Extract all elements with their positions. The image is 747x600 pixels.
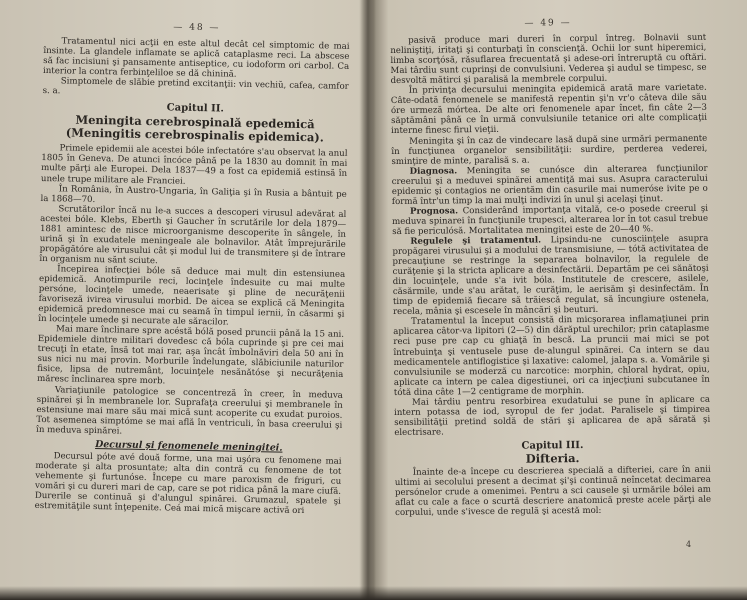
chapter-label: Capitul III. <box>521 439 584 452</box>
inline-heading: Diagnosa. <box>409 165 458 177</box>
page-bottom-shadow <box>0 586 747 600</box>
paragraph: Decursul póte avé două forme, una mai uşóra cu fenomene mai moderate şi alta prosuntate; alta din contră cu fenomene de tot vehemente şi furtunóse. Începe cu mare paroxism de friguri, cu vomări şi cu dureri mari de cap, care se pot ridica până la mare ciufă. Durerile se continuă şi d'alungul spinărei. Grumazul, spatele şi estremităţile sunt înţepenite. Ceá mai mică mişcare activă ori <box>34 451 342 517</box>
paragraph: Tratamentul la început consistă din micşorarea inflamaţiunei prin aplicarea câtor-va lipitori (2—5) din dărăptul urechilor; prin cataplasme reci puse pre cap cu ghiaţă în bescă. La pruncii mai mici se pot întrebuinţa şi ventusele puse de-alungul spinărei. Ca intern se dau medicamentele antiflogistice şi laxative: calomel, jalapa s. a. Vomările şi convulsiunile se moderză cu narcotice: morphin, chloral hydrat, opiu, aplicate ca intern pe calea digestiunei, ori ca injecţiuni subcutanee în tótă dina câte 1—2 centigrame de morphin. <box>393 314 710 398</box>
paragraph: Începirea infecţiei bóle să deduce mai mult din estensiunea epidemică. Anotimpurile reci, locinţele îndesuite cu mai multe persóne, locinţele umede, neaerisate şi pline de necurăţenii favoriseză ivirea virusului morbid. De aicea se explică că Meningita epidemică predomnesce mai cu seamă în timpul iernii, în căsarmi şi în locinţele umede şi necurate ale săracilor. <box>38 264 346 328</box>
inline-heading: Regulele şi tratamentul. <box>410 235 542 247</box>
left-page <box>33 20 350 592</box>
chapter-title: Meningita cerebrospinală epedemică (Meningitis cerebrospinalis epidemica). <box>65 112 324 145</box>
chapter-title: Difteria. <box>525 451 580 466</box>
paragraph-text: Considerând importanţa vitală, ce-o posede creerul şi meduva spinarei în funcţiunile trupesci, alterarea lor în tot casul trebue să fie periculósă. Mortalitatea meningitei este de 20—40 %. <box>392 203 709 237</box>
paragraph: Tratamentul nici acţii en este altul decât cel simptomic de mai însinte. La glandele inflamate se aplică cataplasme reci. La abscese să fac incisiuni şi pansamente antiseptice, cu iodoform ori carbol. Ca interior la contra ferbinţeliloe se dă chinină. <box>42 36 350 80</box>
paragraph: Primele epidemii ale acestei bóle infectatóre s'au observat la anul 1805 în Geneva. De atunci încóce până pe la 1830 au domnit în mai multe părţi ale Europei. Dela 1837—49 a fost ca epidemiă estinsă în unele trupe militare ale Franciei. <box>40 143 348 187</box>
signature-mark: 4 <box>686 540 692 549</box>
paragraph: În privinţa decursului meningita epidemică arată mare varietate. Câte-odată fenomenele se manifestă repentin şi'n vr'o câteva dile său óre urmeză mórtea. De alte ori fenomenele apar încet, fin câte 2—3 săptămâni până ce în urmă convulsiunile tetanice ori alte complicaţii interne finesc firul vieţii. <box>390 82 708 137</box>
paragraph: Meningita şi în caz de vindecare lasă după sine urmări permanente în funcţiunea organelor sensibilităţii: surdire, perderea vederei, sminţire de minte, paralisă s. a. <box>391 133 708 167</box>
paragraph: Înainte de-a începe cu descrierea specială a difteriei, care în anii ultimi ai secolului present a decimat şi'şi continuă neîncetat decimarea persónelor crude a omenimei. Pentru a sci causele şi urmările bólei am aflat cu cale a face o scurtă descriere anatomică preste acele părţi ale corpului, unde s'ivesce de regulă şi acestă mol: <box>394 464 712 519</box>
paragraph: Simptomele de slăbie pretind excitanţii: vin vechiŭ, cafea, camfor s. a. <box>42 76 349 97</box>
paragraph-prognosa <box>392 204 708 237</box>
page-number: — 49 — <box>524 18 572 29</box>
book-gutter <box>360 0 376 600</box>
chapter-label: Capitul II. <box>166 102 225 115</box>
paragraph-regulele <box>392 234 709 318</box>
section-heading: Decursul şi fenomenele meningitei. <box>95 438 283 454</box>
paragraph: Variaţiunile patologice se concentreză în creer, în meduva spinărei şi în membranele lor. Suprafaţa creerului şi membranele în estensiune mai mare său mai mică sunt acoperite cu exudat puroios. Tot asemenea simptóme se mai află în ventriculi, în basa creerului şi în meduva spinărei. <box>36 384 343 437</box>
paragraph: Scrutătorilor încă nu le-a succes a descoperi virusul adevărat al acestei bóle. Klebs, Eberth şi Gaucher în scrutările lor dela 1879—1881 amintesc de nisce microorganisme descoperite în sângele, în urină şi în exudatele meningeale ale bolnavilor. Atât împrejurările propăgătóre ale virusului cât şi modul lui de transmitere şi de întrare în organism nu sănt sciute. <box>39 203 347 267</box>
right-page <box>390 17 712 586</box>
paragraph-text: Meningita se cunósce din alterarea funcţiunilor creerului şi a meduvei spinărei amentiţă mai sus. Asupra caracterului epidemic şi contagios ne orientăm din casurile mai numeróse ivite pe o formă într'un timp la mai mulţi indivizi în unul şi acelaşi ţinut. <box>391 163 708 207</box>
page-number: — 48 — <box>173 22 221 34</box>
paragraph: Mai mare înclinare spre acéstă bólă posed pruncii până la 15 ani. Epidemiele dintre militari dovedesc că bóla cuprinde şi pre cei mai trecuţi în etate, însă tot mai rar, aşa încât îmbolnăviri dela 50 ani în sus nici nu mai provin. Morburile îndelungate, slăbiciunile naturilor fisice, lipsa de nutremânt, locuinţele nesănătóse şi necurăţenia măresc înclinarea spre morb. <box>37 324 345 387</box>
paragraph-diagnosa <box>392 163 708 206</box>
paragraph-text: Lipsindu-ne cunosciinţele asupra propăgarei virusului şi a modului de transmisiune, — tótă activitatea de precauţiune se restringe la separarea bolnavilor, la regulele de curăţenie şi la stricta aplicare a desinfectării. Departăm pe cei sănătoşi din locuinţele, unde s'a ivit bóla. Institutele de crescere, asilele, căsărmile, unde s'au arătat, le curăţim, le aerisăm şi desinfectăm. În timp de epidemiă fiecare să trăiescă regulat, să încungiure osteneła, recela, mânia şi escesele în mâncări şi beuturi. <box>392 233 709 318</box>
paragraph: Mai târdiu pentru resorbirea exudatului se pune în aplicare ca intern potassa de iod, syropul de fer jodat. Paralisele şi timpirea sensibilităţii pretind soldă de stări şi aplicarea de apă sărată şi electrisare. <box>394 394 711 438</box>
paragraph: În România, în Austro-Ungaria, în Galiţia şi în Rusia a bântuit pe la 1868—70. <box>40 183 347 205</box>
paragraph: pasivă produce mari dureri în corpul întreg. Bolnavii sunt neliniştiţi, iritaţi şi conturbaţi în conscienţă. Ochii lor sunt hiperemici, limba scorţósă, răsuflarea frecuentată şi adese-ori întreruptă cu oftări. Mai târdiu sunt cuprinşi de convulsiuni. Vederea şi audul se timpesc, se desvoltă mătirci şi paralisă la membrele corpului. <box>390 32 707 87</box>
inline-heading: Prognosa. <box>409 206 459 217</box>
